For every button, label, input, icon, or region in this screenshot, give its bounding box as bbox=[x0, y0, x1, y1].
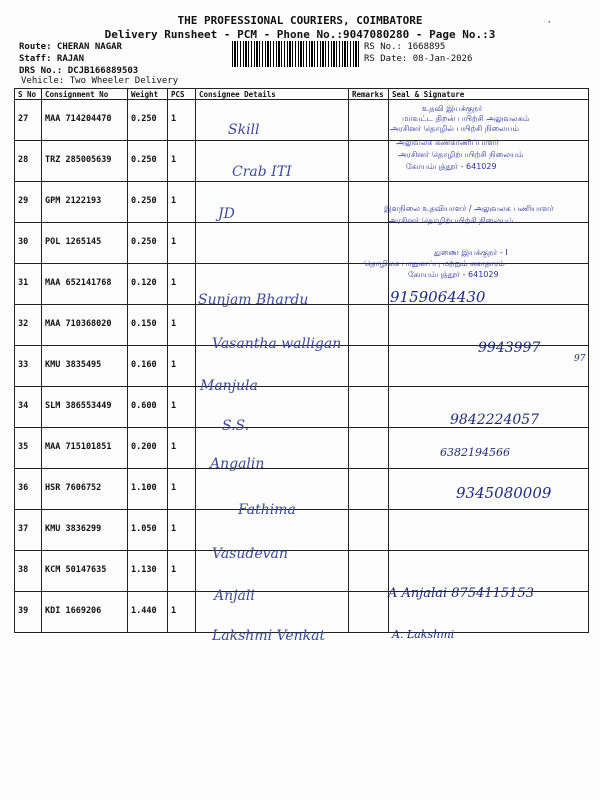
stamp-line: துணை இயக்குநர் - I bbox=[434, 248, 508, 257]
col-header-weight: Weight bbox=[128, 89, 168, 100]
cell-weight: 0.160 bbox=[128, 346, 168, 387]
cell-pcs: 1 bbox=[168, 264, 196, 305]
vehicle-label: Vehicle: Two Wheeler Delivery bbox=[21, 76, 179, 86]
cell-sno: 35 bbox=[15, 428, 42, 469]
cell-pcs: 1 bbox=[168, 551, 196, 592]
cell-sno: 31 bbox=[15, 264, 42, 305]
handwritten-consignee: Skill bbox=[228, 122, 260, 138]
handwritten-signature: 9943997 bbox=[478, 340, 541, 356]
cell-remarks bbox=[349, 592, 389, 633]
cell-weight: 0.150 bbox=[128, 305, 168, 346]
stamp-line: தொழிலக பாதுகாப்பு மற்றும் சுகாதாரம் bbox=[364, 259, 505, 268]
col-header-pcs: PCS bbox=[168, 89, 196, 100]
cell-sno: 27 bbox=[15, 100, 42, 141]
cell-pcs: 1 bbox=[168, 305, 196, 346]
cell-pcs: 1 bbox=[168, 141, 196, 182]
cell-consignment-no: MAA 714204470 bbox=[42, 100, 128, 141]
col-header-sno: S No bbox=[15, 89, 42, 100]
cell-sno: 39 bbox=[15, 592, 42, 633]
handwritten-consignee: Vasudevan bbox=[212, 546, 288, 562]
cell-consignment-no: MAA 652141768 bbox=[42, 264, 128, 305]
col-header-remarks: Remarks bbox=[349, 89, 389, 100]
handwritten-consignee: JD bbox=[218, 206, 235, 222]
cell-sno: 36 bbox=[15, 469, 42, 510]
cell-pcs: 1 bbox=[168, 592, 196, 633]
col-header-consignee: Consignee Details bbox=[196, 89, 349, 100]
cell-weight: 1.050 bbox=[128, 510, 168, 551]
company-title: THE PROFESSIONAL COURIERS, COIMBATORE bbox=[177, 14, 423, 27]
cell-consignment-no: TRZ 285005639 bbox=[42, 141, 128, 182]
cell-remarks bbox=[349, 469, 389, 510]
stamp-line: உதவி இயக்குநர் bbox=[422, 104, 483, 113]
cell-weight: 0.200 bbox=[128, 428, 168, 469]
col-header-consignment: Consignment No bbox=[42, 89, 128, 100]
staff-label: Staff: RAJAN bbox=[19, 54, 85, 64]
cell-weight: 0.120 bbox=[128, 264, 168, 305]
cell-consignment-no: MAA 710368020 bbox=[42, 305, 128, 346]
cell-sno: 34 bbox=[15, 387, 42, 428]
cell-consignment-no: KMU 3835495 bbox=[42, 346, 128, 387]
handwritten-consignee: Lakshmi Venkat bbox=[212, 628, 326, 644]
stamp-line: அலுவலக கண்காணிப்பாளர் bbox=[396, 138, 500, 147]
cell-remarks bbox=[349, 510, 389, 551]
cell-consignment-no: GPM 2122193 bbox=[42, 182, 128, 223]
cell-consignment-no: MAA 715101851 bbox=[42, 428, 128, 469]
route-label: Route: CHERAN NAGAR bbox=[19, 42, 122, 52]
cell-remarks bbox=[349, 387, 389, 428]
stamp-line: மாவட்ட திறன் பயிற்சி அலுவலகம் bbox=[402, 114, 530, 123]
col-header-seal: Seal & Signature bbox=[389, 89, 589, 100]
table-row bbox=[15, 510, 589, 551]
cell-consignment-no: KMU 3836299 bbox=[42, 510, 128, 551]
rs-date: RS Date: 08-Jan-2026 bbox=[364, 54, 473, 64]
cell-sno: 28 bbox=[15, 141, 42, 182]
cell-consignment-no: KCM 50147635 bbox=[42, 551, 128, 592]
cell-remarks bbox=[349, 305, 389, 346]
cell-pcs: 1 bbox=[168, 100, 196, 141]
cell-seal-signature bbox=[389, 510, 589, 551]
handwritten-signature: A Anjalai 8754115153 bbox=[388, 586, 534, 601]
handwritten-consignee: Angalin bbox=[210, 456, 265, 472]
cell-consignment-no: SLM 386553449 bbox=[42, 387, 128, 428]
stamp-line: இளநிலை உதவியாளர் / அலுவலக பணியாளர் bbox=[384, 204, 554, 213]
cell-sno: 33 bbox=[15, 346, 42, 387]
office-stamp bbox=[364, 92, 576, 282]
cell-weight: 0.250 bbox=[128, 223, 168, 264]
cell-weight: 0.250 bbox=[128, 100, 168, 141]
stamp-line: கோயம்புத்தூர் - 641029 bbox=[406, 162, 497, 171]
cell-sno: 29 bbox=[15, 182, 42, 223]
handwritten-consignee: Fathima bbox=[238, 502, 296, 518]
handwritten-signature: 9345080009 bbox=[456, 484, 552, 502]
handwritten-signature: 9159064430 bbox=[390, 288, 486, 306]
cell-consignment-no: KDI 1669206 bbox=[42, 592, 128, 633]
cell-weight: 0.250 bbox=[128, 182, 168, 223]
stamp-line: அரசினர் தொழிற்பயிற்சி நிலையம் bbox=[398, 150, 524, 159]
cell-remarks bbox=[349, 551, 389, 592]
handwritten-consignee: S.S. bbox=[222, 418, 250, 434]
cell-weight: 1.130 bbox=[128, 551, 168, 592]
cell-weight: 1.440 bbox=[128, 592, 168, 633]
cell-consignment-no: HSR 7606752 bbox=[42, 469, 128, 510]
cell-pcs: 1 bbox=[168, 428, 196, 469]
cell-pcs: 1 bbox=[168, 346, 196, 387]
runsheet-subtitle: Delivery Runsheet - PCM - Phone No.:9047080280 - Page No.:3 bbox=[104, 28, 496, 41]
cell-pcs: 1 bbox=[168, 510, 196, 551]
cell-remarks bbox=[349, 346, 389, 387]
cell-weight: 0.600 bbox=[128, 387, 168, 428]
cell-consignment-no: POL 1265145 bbox=[42, 223, 128, 264]
handwritten-signature: A. Lakshmi bbox=[392, 628, 455, 641]
stamp-line: அரசினர் தொழில் பயிற்சி நிலையம் bbox=[390, 124, 519, 133]
cell-pcs: 1 bbox=[168, 223, 196, 264]
cell-remarks bbox=[349, 428, 389, 469]
handwritten-signature: 97 bbox=[574, 354, 586, 364]
rs-no: RS No.: 1668895 bbox=[364, 42, 446, 52]
cell-sno: 30 bbox=[15, 223, 42, 264]
handwritten-signature: 6382194566 bbox=[440, 446, 510, 459]
cell-sno: 37 bbox=[15, 510, 42, 551]
handwritten-consignee: Crab ITI bbox=[232, 164, 292, 180]
mark-dot: · bbox=[546, 18, 552, 28]
cell-consignee-details bbox=[196, 223, 349, 264]
cell-pcs: 1 bbox=[168, 387, 196, 428]
cell-pcs: 1 bbox=[168, 469, 196, 510]
handwritten-consignee: Anjali bbox=[214, 588, 255, 604]
cell-pcs: 1 bbox=[168, 182, 196, 223]
cell-sno: 32 bbox=[15, 305, 42, 346]
barcode-image bbox=[232, 41, 360, 67]
cell-sno: 38 bbox=[15, 551, 42, 592]
cell-consignee-details bbox=[196, 100, 349, 141]
stamp-line: அரசினர் தொழிற்பயிற்சி நிலையம் bbox=[388, 216, 514, 225]
drs-label: DRS No.: DCJB166889503 bbox=[19, 66, 139, 76]
cell-weight: 1.100 bbox=[128, 469, 168, 510]
handwritten-consignee: Manjula bbox=[200, 378, 258, 394]
handwritten-consignee: Sunjam Bhardu bbox=[198, 292, 309, 308]
handwritten-signature: 9842224057 bbox=[450, 412, 540, 428]
cell-weight: 0.250 bbox=[128, 141, 168, 182]
handwritten-consignee: Vasantha walligan bbox=[212, 336, 342, 352]
stamp-line: கோயம்புத்தூர் - 641029 bbox=[408, 270, 499, 279]
